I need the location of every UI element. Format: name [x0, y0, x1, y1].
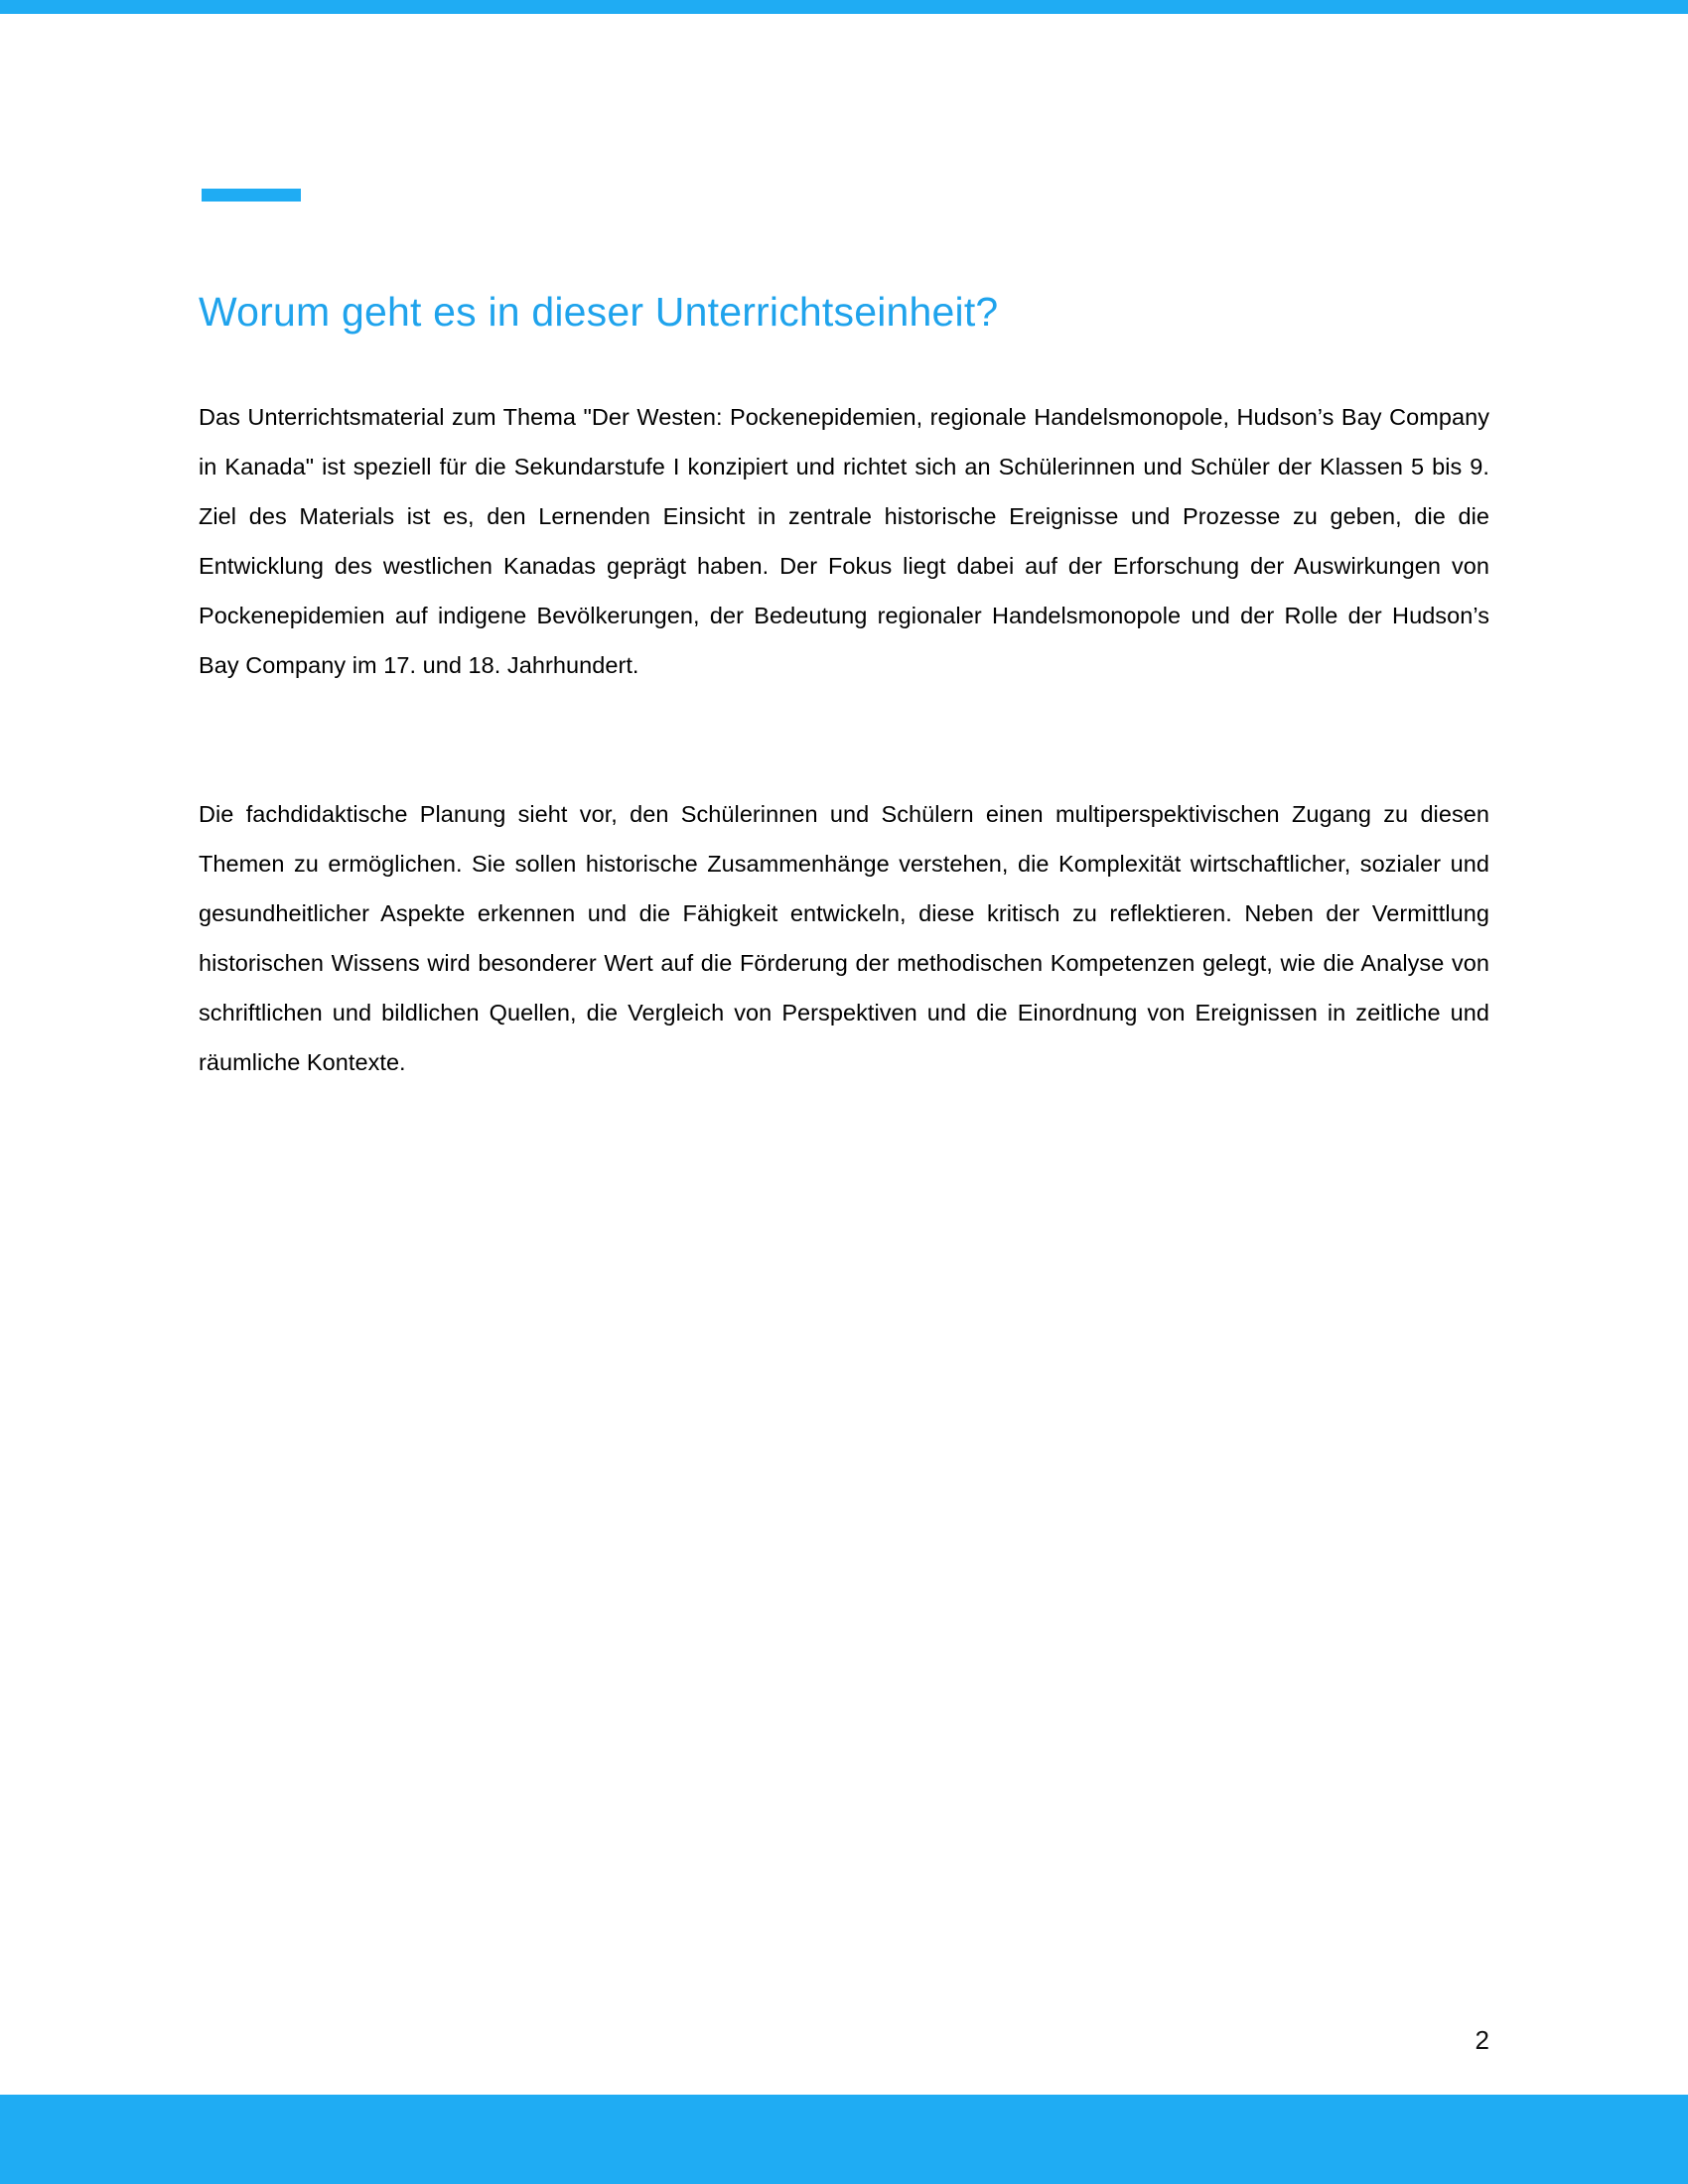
section-accent-rule	[202, 189, 301, 202]
top-accent-bar	[0, 0, 1688, 14]
page-content	[199, 288, 1489, 1087]
body-paragraph-1: Das Unterrichtsmaterial zum Thema "Der Westen: Pockenepidemien, regionale Handelsmonopole, Hudson’s Bay Company in Kanada" ist speziell für die Sekundarstufe I konzipiert und richtet sich an Schülerinnen und Schüler der Klassen 5 bis 9. Ziel des Materials ist es, den Lernenden Einsicht in zentrale historische Ereignisse und Prozesse zu geben, die die Entwicklung des westlichen Kanadas geprägt haben. Der Fokus liegt dabei auf der Erforschung der Auswirkungen von Pockenepidemien auf indigene Bevölkerungen, der Bedeutung regionaler Handelsmonopole und der Rolle der Hudson’s Bay Company im 17. und 18. Jahrhundert.	[199, 404, 1489, 679]
body-paragraph-2: Die fachdidaktische Planung sieht vor, den Schülerinnen und Schülern einen multiperspektivischen Zugang zu diesen Themen zu ermöglichen. Sie sollen historische Zusammenhänge verstehen, die Komplexität wirtschaftlicher, sozialer und gesundheitlicher Aspekte erkennen und die Fähigkeit entwickeln, diese kritisch zu reflektieren. Neben der Vermittlung historischen Wissens wird besonderer Wert auf die Förderung der methodischen Kompetenzen gelegt, wie die Analyse von schriftlichen und bildlichen Quellen, die Vergleich von Perspektiven und die Einordnung von Ereignissen in zeitliche und räumliche Kontexte.	[199, 801, 1489, 1076]
bottom-accent-bar	[0, 2095, 1688, 2184]
page-title: Worum geht es in dieser Unterrichtseinheit?	[199, 289, 999, 335]
page-number: 2	[1475, 2025, 1489, 2055]
